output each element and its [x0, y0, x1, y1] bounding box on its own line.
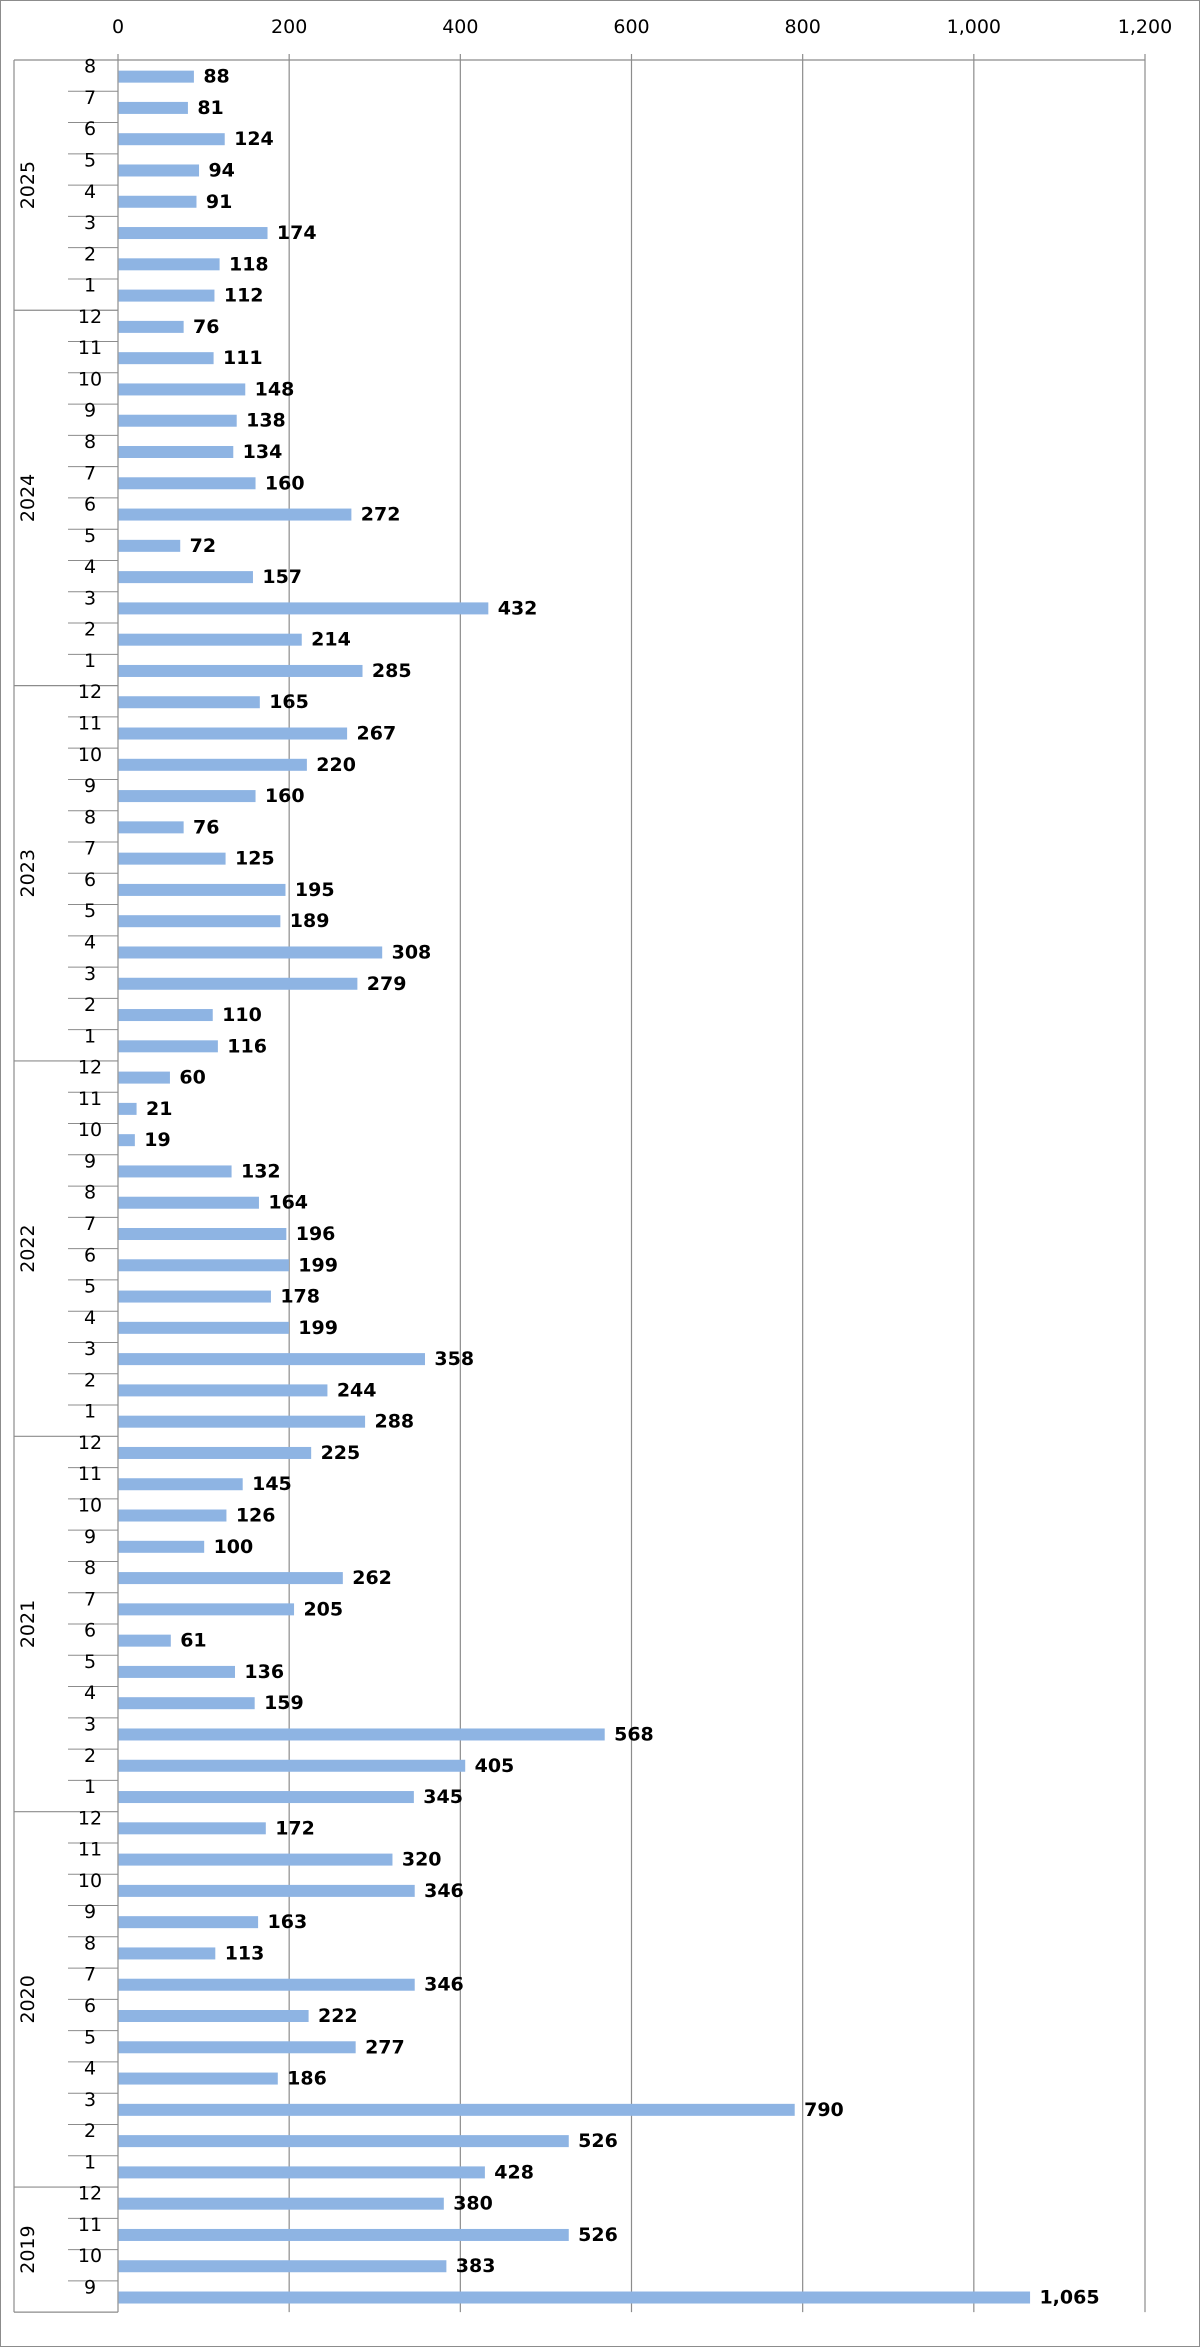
bar [119, 1197, 259, 1209]
month-label: 8 [83, 1932, 97, 1955]
bar [119, 2104, 795, 2116]
bar [119, 1666, 235, 1678]
month-label: 1 [83, 1400, 97, 1423]
month-label: 9 [83, 2276, 97, 2299]
data-label: 116 [227, 1035, 267, 1058]
bar [119, 2260, 447, 2272]
x-tick-label: 1,000 [946, 16, 1002, 38]
bar [119, 2041, 356, 2053]
data-label: 132 [240, 1160, 281, 1183]
month-label: 8 [83, 806, 97, 829]
month-label: 12 [77, 1431, 103, 1454]
month-label: 9 [83, 399, 97, 422]
bar [119, 1760, 466, 1772]
month-label: 12 [77, 305, 103, 328]
data-label: 244 [336, 1379, 377, 1402]
bar [119, 1384, 328, 1396]
data-label: 81 [197, 96, 224, 119]
bar [119, 1979, 415, 1991]
data-label: 164 [268, 1191, 309, 1214]
data-label: 148 [254, 378, 295, 401]
data-label: 61 [180, 1629, 207, 1652]
bar [119, 665, 363, 677]
bar [119, 2073, 278, 2085]
month-label: 11 [77, 2213, 103, 2236]
month-label: 5 [83, 524, 97, 547]
data-label: 405 [474, 1754, 515, 1777]
data-label: 526 [578, 2223, 618, 2246]
bar [119, 1228, 287, 1240]
bar [119, 759, 307, 771]
month-label: 5 [83, 1275, 97, 1298]
bar [119, 133, 225, 145]
bar [119, 1478, 243, 1490]
data-label: 790 [804, 2098, 844, 2121]
month-label: 1 [83, 649, 97, 672]
month-label: 4 [83, 556, 97, 579]
year-label: 2022 [17, 1224, 39, 1273]
bar [119, 1572, 343, 1584]
month-label: 4 [83, 1306, 97, 1329]
month-label: 5 [83, 900, 97, 923]
month-label: 9 [83, 1901, 97, 1924]
bar [119, 196, 197, 208]
month-label: 7 [83, 1963, 97, 1986]
data-label: 222 [317, 2005, 358, 2027]
data-label: 126 [235, 1504, 276, 1527]
data-label: 358 [434, 1348, 475, 1371]
bar [119, 1259, 289, 1271]
month-label: 11 [77, 1087, 103, 1110]
bar [119, 1165, 232, 1177]
bar [119, 1697, 255, 1709]
data-label: 380 [453, 2192, 493, 2215]
data-label: 76 [193, 315, 220, 338]
year-label: 2020 [17, 1975, 39, 2024]
month-label: 3 [83, 1713, 97, 1736]
bar [119, 728, 348, 740]
month-label: 6 [83, 1995, 97, 2017]
month-label: 6 [83, 868, 97, 891]
month-label: 7 [83, 837, 97, 860]
month-label: 1 [83, 1025, 97, 1048]
data-label: 88 [203, 65, 230, 88]
bar [119, 1822, 266, 1834]
bar [119, 1103, 137, 1115]
data-label: 112 [223, 284, 264, 307]
data-label: 526 [578, 2130, 618, 2153]
bar [119, 884, 286, 896]
bar [119, 1916, 259, 1928]
month-label: 4 [83, 180, 97, 203]
data-label: 145 [252, 1473, 292, 1496]
month-label: 3 [83, 2088, 97, 2111]
bar [119, 321, 184, 333]
bar [119, 1947, 216, 1959]
bar [119, 602, 489, 614]
data-label: 432 [497, 597, 538, 620]
bar [119, 1040, 218, 1052]
month-label: 11 [77, 1463, 103, 1486]
data-label: 279 [366, 972, 407, 995]
bar [119, 1854, 393, 1866]
bar [119, 1635, 171, 1647]
data-label: 160 [264, 785, 305, 808]
bar [119, 1009, 213, 1021]
month-label: 2 [83, 994, 97, 1017]
bar [119, 915, 281, 927]
month-label: 3 [83, 1338, 97, 1361]
data-label: 267 [356, 722, 397, 745]
bar [119, 2166, 485, 2178]
bar [119, 415, 237, 427]
data-label: 214 [311, 628, 351, 651]
month-label: 12 [77, 1056, 103, 1079]
year-label: 2023 [17, 849, 39, 898]
month-label: 7 [83, 1588, 97, 1611]
data-label: 165 [269, 691, 309, 714]
x-tick-label: 200 [271, 16, 308, 38]
month-label: 9 [83, 1150, 97, 1173]
bar [119, 540, 181, 552]
data-label: 76 [193, 816, 220, 839]
data-label: 60 [179, 1066, 206, 1089]
bar [119, 1791, 414, 1803]
month-label: 10 [77, 368, 103, 391]
data-label: 100 [213, 1535, 254, 1558]
data-label: 157 [262, 566, 303, 589]
month-label: 1 [83, 2151, 97, 2174]
data-label: 160 [264, 472, 305, 495]
month-label: 8 [83, 55, 97, 78]
data-label: 272 [360, 503, 401, 526]
data-label: 91 [205, 190, 233, 213]
bar [119, 1353, 425, 1365]
bar [119, 352, 214, 364]
year-label: 2019 [17, 2225, 39, 2274]
bar [119, 946, 383, 958]
bar [119, 509, 352, 521]
data-label: 346 [424, 1879, 464, 1902]
bar [119, 1322, 289, 1334]
data-label: 196 [295, 1223, 336, 1245]
bar [119, 2229, 569, 2241]
month-label: 3 [83, 962, 97, 985]
data-label: 199 [298, 1316, 338, 1339]
data-label: 285 [371, 659, 412, 682]
data-label: 111 [222, 347, 263, 370]
bar [119, 1541, 205, 1553]
data-label: 134 [242, 441, 283, 463]
data-label: 225 [320, 1441, 361, 1464]
data-label: 345 [423, 1786, 463, 1809]
data-label: 110 [222, 1004, 262, 1027]
month-label: 2 [83, 1369, 97, 1392]
data-label: 94 [208, 159, 235, 182]
month-label: 4 [83, 1682, 97, 1705]
month-label: 5 [83, 2026, 97, 2049]
bar [119, 477, 256, 489]
month-label: 2 [83, 2120, 97, 2143]
data-label: 262 [352, 1567, 392, 1590]
bar [119, 978, 358, 990]
bar [119, 1603, 294, 1615]
data-label: 72 [189, 534, 217, 557]
data-label: 124 [234, 128, 274, 151]
month-label: 12 [77, 2182, 103, 2205]
bar [119, 853, 226, 865]
data-label: 172 [275, 1817, 315, 1840]
month-label: 12 [77, 1807, 103, 1830]
month-label: 1 [83, 1776, 97, 1799]
month-label: 10 [77, 2245, 103, 2268]
bar [119, 790, 256, 802]
x-tick-label: 600 [613, 16, 650, 38]
data-label: 159 [264, 1692, 304, 1715]
year-label: 2024 [17, 473, 39, 523]
data-label: 163 [267, 1911, 308, 1934]
month-label: 11 [77, 1838, 103, 1861]
month-label: 7 [83, 1213, 97, 1235]
x-tick-label: 400 [442, 16, 479, 38]
month-label: 5 [83, 1650, 97, 1673]
bar [119, 290, 215, 302]
month-label: 12 [77, 681, 103, 704]
bar [119, 1134, 135, 1146]
data-label: 118 [228, 253, 269, 276]
bar [119, 383, 246, 395]
month-label: 9 [83, 775, 97, 798]
data-label: 308 [391, 941, 432, 964]
data-label: 178 [280, 1285, 321, 1308]
x-tick-label: 0 [111, 16, 125, 38]
month-label: 2 [83, 618, 97, 641]
data-label: 220 [316, 753, 356, 776]
data-label: 205 [303, 1598, 344, 1621]
bar [119, 1885, 415, 1897]
bar [119, 227, 268, 239]
bar [119, 634, 302, 646]
month-label: 7 [83, 86, 97, 109]
month-label: 5 [83, 149, 97, 172]
bar [119, 2135, 569, 2147]
bar [119, 2292, 1030, 2304]
month-label: 8 [83, 1557, 97, 1580]
year-label: 2021 [17, 1599, 39, 1649]
bar [119, 102, 188, 114]
data-label: 346 [424, 1973, 464, 1996]
bar [119, 1447, 312, 1459]
bar [119, 258, 220, 270]
bar [119, 696, 260, 708]
data-label: 19 [144, 1129, 171, 1152]
data-label: 186 [287, 2067, 327, 2090]
month-label: 10 [77, 1494, 103, 1517]
data-label: 21 [145, 1097, 173, 1120]
bar [119, 446, 234, 458]
month-label: 10 [77, 1869, 103, 1892]
data-label: 136 [244, 1660, 285, 1683]
data-label: 113 [224, 1942, 265, 1965]
month-label: 3 [83, 587, 97, 610]
bar [119, 2010, 309, 2022]
bar [119, 1728, 605, 1740]
month-label: 11 [77, 712, 103, 735]
data-label: 125 [234, 847, 275, 870]
data-label: 199 [298, 1254, 338, 1277]
month-label: 6 [83, 118, 97, 141]
month-label: 4 [83, 931, 97, 954]
month-label: 10 [77, 1119, 103, 1142]
bar [119, 1510, 227, 1522]
data-label: 568 [614, 1723, 654, 1746]
bar [119, 821, 184, 833]
data-label: 288 [374, 1410, 415, 1433]
month-label: 6 [83, 1244, 97, 1267]
x-tick-label: 800 [784, 16, 821, 38]
month-label: 1 [83, 274, 97, 297]
data-label: 428 [494, 2161, 534, 2184]
month-label: 7 [83, 462, 97, 485]
month-label: 4 [83, 2057, 97, 2080]
bar [119, 1416, 365, 1428]
bar [119, 1291, 271, 1303]
year-label: 2025 [17, 160, 39, 210]
data-label: 277 [365, 2036, 405, 2059]
data-label: 1,065 [1039, 2286, 1100, 2309]
bar [119, 71, 194, 83]
month-label: 8 [83, 1181, 97, 1204]
x-tick-label: 1,200 [1117, 16, 1173, 38]
bar [119, 2198, 444, 2210]
month-label: 2 [83, 243, 97, 266]
bar [119, 571, 253, 583]
month-label: 8 [83, 431, 97, 453]
month-label: 10 [77, 743, 103, 766]
data-label: 320 [401, 1848, 442, 1871]
data-label: 195 [294, 878, 335, 901]
data-label: 174 [276, 222, 317, 245]
data-label: 189 [289, 910, 330, 933]
month-label: 2 [83, 1744, 97, 1767]
data-label: 138 [246, 409, 286, 432]
month-label: 3 [83, 212, 97, 235]
bar [119, 164, 199, 176]
data-label: 383 [455, 2255, 496, 2278]
month-label: 6 [83, 1619, 97, 1642]
month-label: 11 [77, 337, 103, 360]
bar [119, 1072, 170, 1084]
month-label: 6 [83, 493, 97, 516]
month-label: 9 [83, 1525, 97, 1548]
